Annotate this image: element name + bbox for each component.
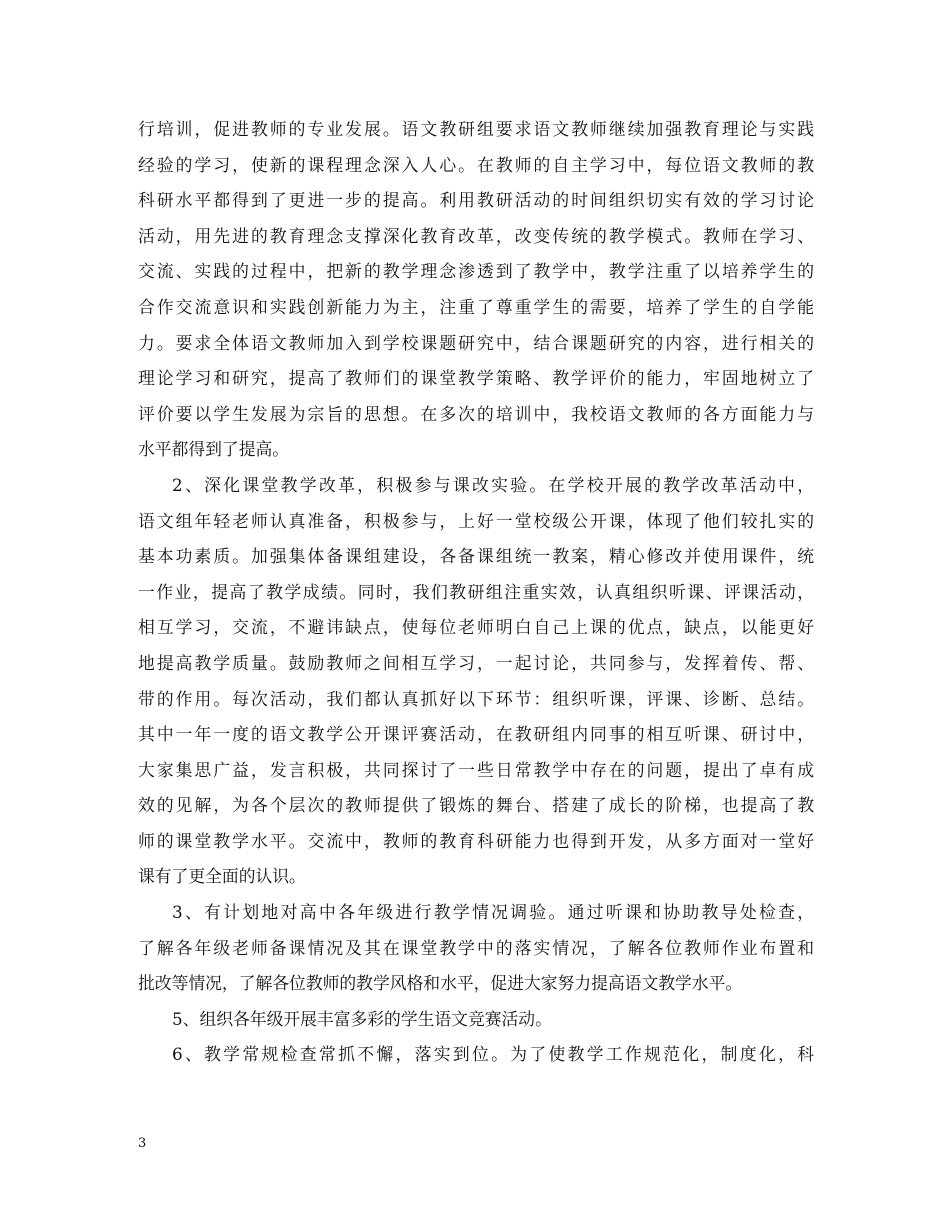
text-line: 理论学习和研究，提高了教师们的课堂教学策略、教学评价的能力，牢固地树立了 xyxy=(138,368,814,389)
text-line: 6、教学常规检查常抓不懈，落实到位。为了使教学工作规范化，制度化，科 xyxy=(172,1044,814,1065)
text-line: 师的课堂教学水平。交流中，教师的教育科研能力也得到开发，从多方面对一堂好 xyxy=(138,830,814,851)
text-line: 其中一年一度的语文教学公开课评赛活动，在教研组内同事的相互听课、研讨中， xyxy=(138,724,814,745)
text-line: 5、组织各年级开展丰富多彩的学生语文竞赛活动。 xyxy=(172,1008,552,1029)
page-number: 3 xyxy=(138,1136,147,1151)
text-line: 了解各年级老师备课情况及其在课堂教学中的落实情况，了解各位教师作业布置和 xyxy=(138,937,814,958)
text-line: 课有了更全面的认识。 xyxy=(138,866,306,887)
text-line: 大家集思广益，发言积极，共同探讨了一些日常教学中存在的问题，提出了卓有成 xyxy=(138,759,814,780)
text-line: 2、深化课堂教学改革，积极参与课改实验。在学校开展的教学改革活动中， xyxy=(172,474,814,495)
text-line: 活动，用先进的教育理念支撑深化教育改革，改变传统的教学模式。教师在学习、 xyxy=(138,225,814,246)
text-line: 相互学习，交流，不避讳缺点，使每位老师明白自己上课的优点，缺点，以能更好 xyxy=(138,617,814,638)
text-line: 评价要以学生发展为宗旨的思想。在多次的培训中，我校语文教师的各方面能力与 xyxy=(138,403,814,424)
text-line: 合作交流意识和实践创新能力为主，注重了尊重学生的需要，培养了学生的自学能 xyxy=(138,296,814,317)
text-line: 语文组年轻老师认真准备，积极参与，上好一堂校级公开课，体现了他们较扎实的 xyxy=(138,510,814,531)
text-line: 一作业，提高了教学成绩。同时，我们教研组注重实效，认真组织听课、评课活动， xyxy=(138,581,814,602)
text-line: 地提高教学质量。鼓励教师之间相互学习，一起讨论，共同参与，发挥着传、帮、 xyxy=(138,652,814,673)
text-line: 力。要求全体语文教师加入到学校课题研究中，结合课题研究的内容，进行相关的 xyxy=(138,332,814,353)
text-line: 批改等情况，了解各位教师的教学风格和水平，促进大家努力提高语文教学水平。 xyxy=(138,973,743,994)
text-line: 交流、实践的过程中，把新的教学理念渗透到了教学中，教学注重了以培养学生的 xyxy=(138,261,814,282)
text-line: 基本功素质。加强集体备课组建设，各备课组统一教案，精心修改并使用课件，统 xyxy=(138,546,814,567)
text-line: 经验的学习，使新的课程理念深入人心。在教师的自主学习中，每位语文教师的教 xyxy=(138,154,814,175)
text-line: 科研水平都得到了更进一步的提高。利用教研活动的时间组织切实有效的学习讨论 xyxy=(138,190,814,211)
text-line: 水平都得到了提高。 xyxy=(138,439,290,460)
document-body xyxy=(138,112,814,1073)
text-line: 行培训，促进教师的专业发展。语文教研组要求语文教师继续加强教育理论与实践 xyxy=(138,119,814,139)
text-line: 带的作用。每次活动，我们都认真抓好以下环节：组织听课，评课、诊断、总结。 xyxy=(138,688,814,709)
text-line: 3、有计划地对高中各年级进行教学情况调验。通过听课和协助教导处检查， xyxy=(172,902,814,923)
text-line: 效的见解，为各个层次的教师提供了锻炼的舞台、搭建了成长的阶梯，也提高了教 xyxy=(138,795,814,816)
